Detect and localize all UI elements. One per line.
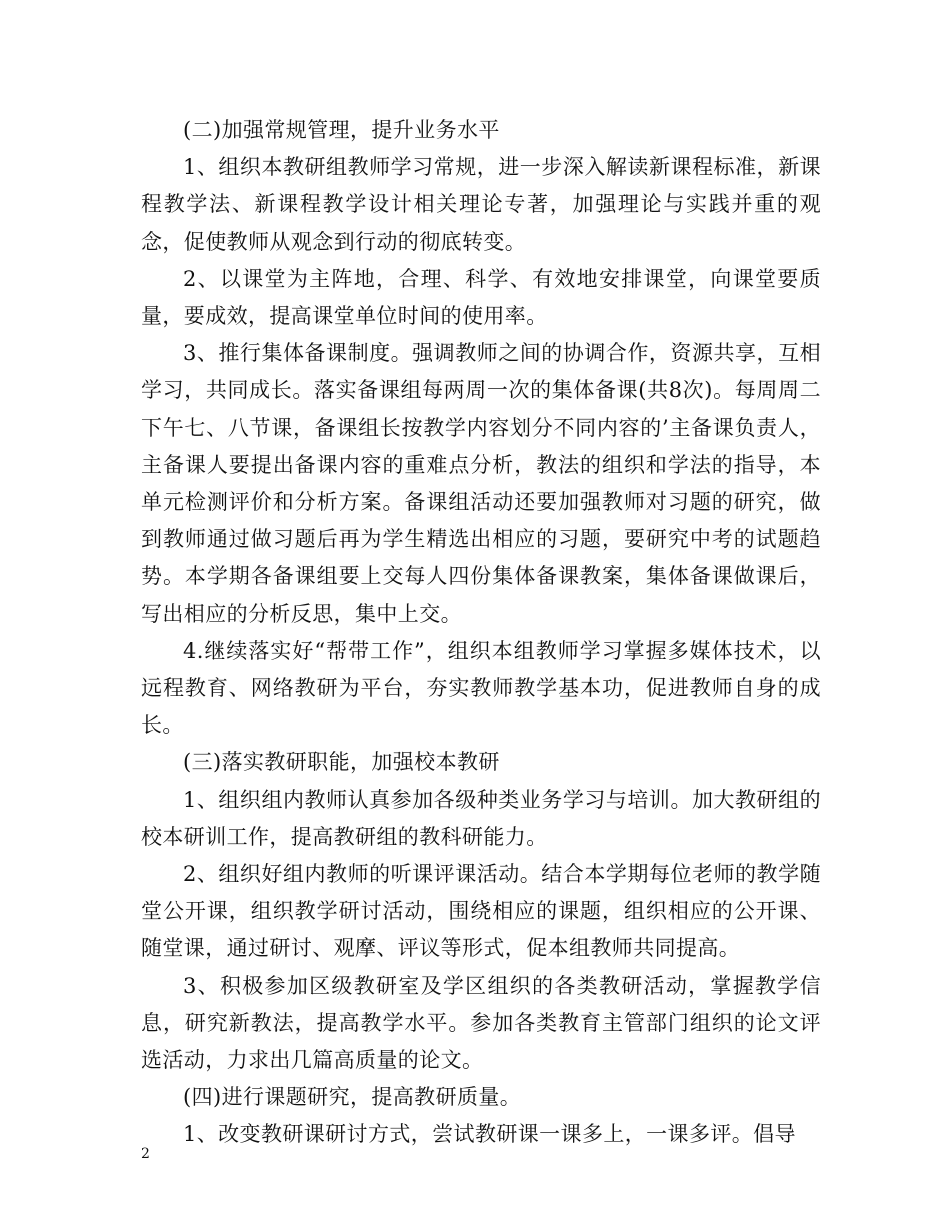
section-heading-3: (三)落实教研职能，加强校本教研 xyxy=(183,750,500,775)
paragraph-4-1: 1、改变教研课研讨方式，尝试教研课一课多上，一课多评。倡导 xyxy=(183,1122,796,1147)
paragraph-2-4: 4.继续落实好“帮带工作”，组织本组教师学习掌握多媒体技术，以远程教育、网络教研为平台，夯实教师教学基本功，促进教师自身的成长。 xyxy=(141,638,821,738)
section-heading-4: (四)进行课题研究，提高教研质量。 xyxy=(183,1085,522,1110)
paragraph-3-2: 2、组织好组内教师的听课评课活动。结合本学期每位老师的教学随堂公开课，组织教学研讨活动，围绕相应的课题，组织相应的公开课、随堂课，通过研讨、观摩、评议等形式，促本组教师共同提高。 xyxy=(141,862,821,961)
paragraph-3-3: 3、积极参加区级教研室及学区组织的各类教研活动，掌握教学信息，研究新教法，提高教学水平。参加各类教育主管部门组织的论文评选活动，力求出几篇高质量的论文。 xyxy=(141,973,821,1073)
paragraph-2-3: 3、推行集体备课制度。强调教师之间的协调合作，资源共享，互相学习，共同成长。落实备课组每两周一次的集体备课(共8次)。每周周二下午七、八节课，备课组长按教学内容划分不同内容的’主备课负责人，主备课人要提出备课内容的重难点分析，教法的组织和学法的指导，本单元检测评价和分析方案。备课组活动还要加强教师对习题的研究，做到教师通过做习题后再为学生精选出相应的习题，要研究中考的试题趋势。本学期各备课组要上交每人四份集体备课教案，集体备课做课后，写出相应的分析反思，集中上交。 xyxy=(141,341,821,626)
paragraph-3-1: 1、组织组内教师认真参加各级种类业务学习与培训。加大教研组的校本研训工作，提高教研组的教科研能力。 xyxy=(141,787,821,849)
section-heading-2: (二)加强常规管理，提升业务水平 xyxy=(183,118,500,142)
body-text xyxy=(141,112,821,1154)
page-number: 2 xyxy=(141,1146,150,1162)
paragraph-2-1: 1、组织本教研组教师学习常规，进一步深入解读新课程标准，新课程教学法、新课程教学设计相关理论专著，加强理论与实践并重的观念，促使教师从观念到行动的彻底转变。 xyxy=(141,155,821,254)
paragraph-2-2: 2、以课堂为主阵地，合理、科学、有效地安排课堂，向课堂要质量，要成效，提高课堂单位时间的使用率。 xyxy=(141,266,821,329)
